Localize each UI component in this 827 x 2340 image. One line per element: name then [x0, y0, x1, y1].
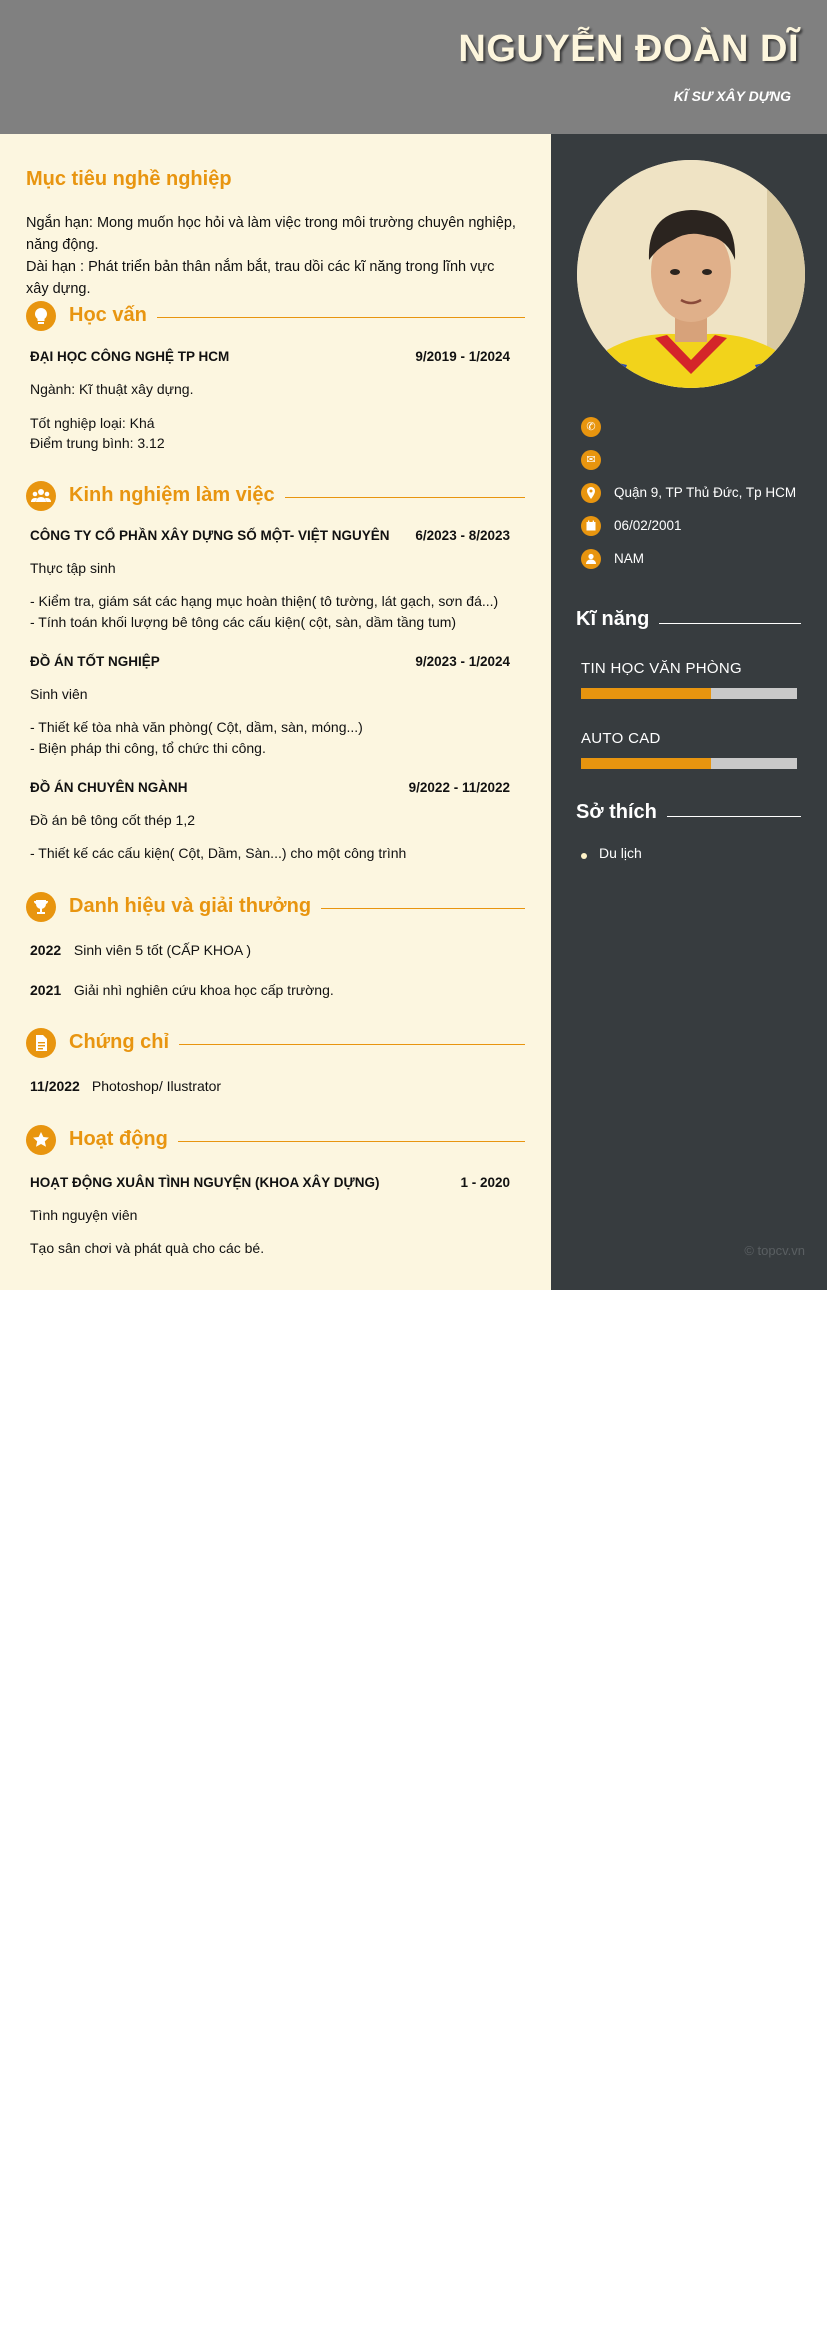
- education-gpa: Điểm trung bình: 3.12: [30, 435, 165, 451]
- award-year: 2022: [30, 942, 62, 958]
- hobbies-heading: Sở thích: [576, 801, 667, 824]
- certificate-text: Photoshop/ Ilustrator: [91, 1078, 222, 1094]
- objective-text: [26, 212, 516, 300]
- hobbies-section-header: [576, 801, 801, 831]
- objective-short-term: Ngắn hạn: Mong muốn học hỏi và làm việc trong môi trường chuyên nghiệp, năng động.: [26, 215, 516, 253]
- award-year: 2021: [30, 982, 62, 998]
- school-name: ĐẠI HỌC CÔNG NGHỆ TP HCM: [30, 349, 230, 364]
- education-major: Ngành: Kĩ thuật xây dựng.: [30, 381, 194, 397]
- skills-section-header: [576, 608, 801, 638]
- birthday-text: 06/02/2001: [614, 518, 682, 533]
- skill-bar-fill: [581, 688, 711, 699]
- education-section-header: [26, 301, 525, 333]
- calendar-icon: [581, 516, 601, 536]
- phone-icon: ✆: [581, 417, 601, 437]
- experience-org: ĐỒ ÁN CHUYÊN NGÀNH: [30, 780, 188, 795]
- experience-detail: - Thiết kế tòa nhà văn phòng( Cột, dầm, sàn, móng...): [30, 719, 363, 735]
- certificate-item: [30, 1076, 510, 1097]
- award-text: Sinh viên 5 tốt (CẤP KHOA ): [73, 942, 252, 958]
- experience-item: [30, 528, 510, 543]
- experience-detail: - Thiết kế các cấu kiện( Cột, Dầm, Sàn...) cho một công trình: [30, 845, 407, 861]
- activity-item: [30, 1175, 510, 1190]
- address-text: Quận 9, TP Thủ Đức, Tp HCM: [614, 485, 797, 500]
- main-column: [0, 134, 551, 1290]
- experience-item: [30, 654, 510, 669]
- skill-name: AUTO CAD: [581, 730, 661, 747]
- activity-org: HOẠT ĐỘNG XUÂN TÌNH NGUYỆN (KHOA XÂY DỰNG): [30, 1175, 380, 1190]
- experience-role: Sinh viên: [30, 686, 88, 702]
- location-pin-icon: [581, 483, 601, 503]
- document-icon: [26, 1028, 56, 1058]
- activity-detail: Tạo sân chơi và phát quà cho các bé.: [30, 1240, 265, 1256]
- certificates-heading: Chứng chỉ: [69, 1031, 179, 1054]
- education-school: [30, 349, 510, 364]
- cv-header: [0, 0, 827, 134]
- education-date: 9/2019 - 1/2024: [415, 349, 510, 364]
- education-heading: Học vấn: [69, 304, 157, 327]
- experience-org: CÔNG TY CỔ PHẦN XÂY DỰNG SỐ MỘT- VIỆT NGUYÊN: [30, 528, 390, 543]
- person-icon: [581, 549, 601, 569]
- experience-org: ĐỒ ÁN TỐT NGHIỆP: [30, 654, 160, 669]
- lightbulb-icon: [26, 301, 56, 331]
- experience-detail: - Tính toán khối lượng bê tông các cấu kiện( cột, sàn, dầm tầng tum): [30, 614, 457, 630]
- contact-address: [581, 483, 811, 505]
- candidate-name: NGUYỄN ĐOÀN DĨ: [458, 28, 799, 70]
- experience-heading: Kinh nghiệm làm việc: [69, 484, 285, 507]
- skill-name: TIN HỌC VĂN PHÒNG: [581, 660, 742, 677]
- skill-bar-fill: [581, 758, 711, 769]
- activity-role: Tình nguyện viên: [30, 1207, 138, 1223]
- experience-date: 6/2023 - 8/2023: [415, 528, 510, 543]
- experience-role: Đồ án bê tông cốt thép 1,2: [30, 812, 196, 828]
- hobby-text: Du lịch: [599, 845, 642, 861]
- activities-section-header: [26, 1125, 525, 1157]
- candidate-job-title: KĨ SƯ XÂY DỰNG: [673, 88, 791, 104]
- watermark: © topcv.vn: [744, 1243, 805, 1258]
- avatar: [577, 160, 805, 388]
- award-item: [30, 980, 510, 1001]
- award-item: [30, 940, 510, 961]
- certificate-date: 11/2022: [30, 1078, 80, 1094]
- objective-heading: Mục tiêu nghề nghiệp: [26, 168, 232, 190]
- activity-date: 1 - 2020: [460, 1175, 510, 1190]
- education-grade: Tốt nghiệp loại: Khá: [30, 415, 155, 431]
- star-icon: [26, 1125, 56, 1155]
- experience-detail: - Biện pháp thi công, tổ chức thi công.: [30, 740, 266, 756]
- skill-bar: [581, 688, 797, 699]
- contact-birthday: [581, 516, 811, 538]
- awards-section-header: [26, 892, 525, 924]
- activities-heading: Hoạt động: [69, 1128, 178, 1151]
- experience-item: [30, 780, 510, 795]
- contact-phone: [581, 417, 811, 439]
- gender-text: NAM: [614, 551, 644, 566]
- skills-heading: Kĩ năng: [576, 608, 659, 631]
- experience-date: 9/2023 - 1/2024: [415, 654, 510, 669]
- trophy-icon: [26, 892, 56, 922]
- bullet-icon: [581, 853, 587, 859]
- awards-heading: Danh hiệu và giải thưởng: [69, 895, 321, 918]
- people-icon: [26, 481, 56, 511]
- certificates-section-header: [26, 1028, 525, 1060]
- contact-email: [581, 450, 811, 472]
- experience-date: 9/2022 - 11/2022: [408, 780, 510, 795]
- skill-bar: [581, 758, 797, 769]
- email-icon: ✉: [581, 450, 601, 470]
- contact-gender: [581, 549, 811, 571]
- experience-detail: - Kiểm tra, giám sát các hạng mục hoàn thiện( tô tường, lát gạch, sơn đá...): [30, 593, 499, 609]
- objective-long-term: Dài hạn : Phát triển bản thân nắm bắt, trau dồi các kĩ năng trong lĩnh vực xây dựng.: [26, 259, 495, 297]
- award-text: Giải nhì nghiên cứu khoa học cấp trường.: [73, 982, 334, 998]
- experience-role: Thực tập sinh: [30, 560, 116, 576]
- sidebar: [551, 134, 827, 1290]
- experience-section-header: [26, 481, 525, 513]
